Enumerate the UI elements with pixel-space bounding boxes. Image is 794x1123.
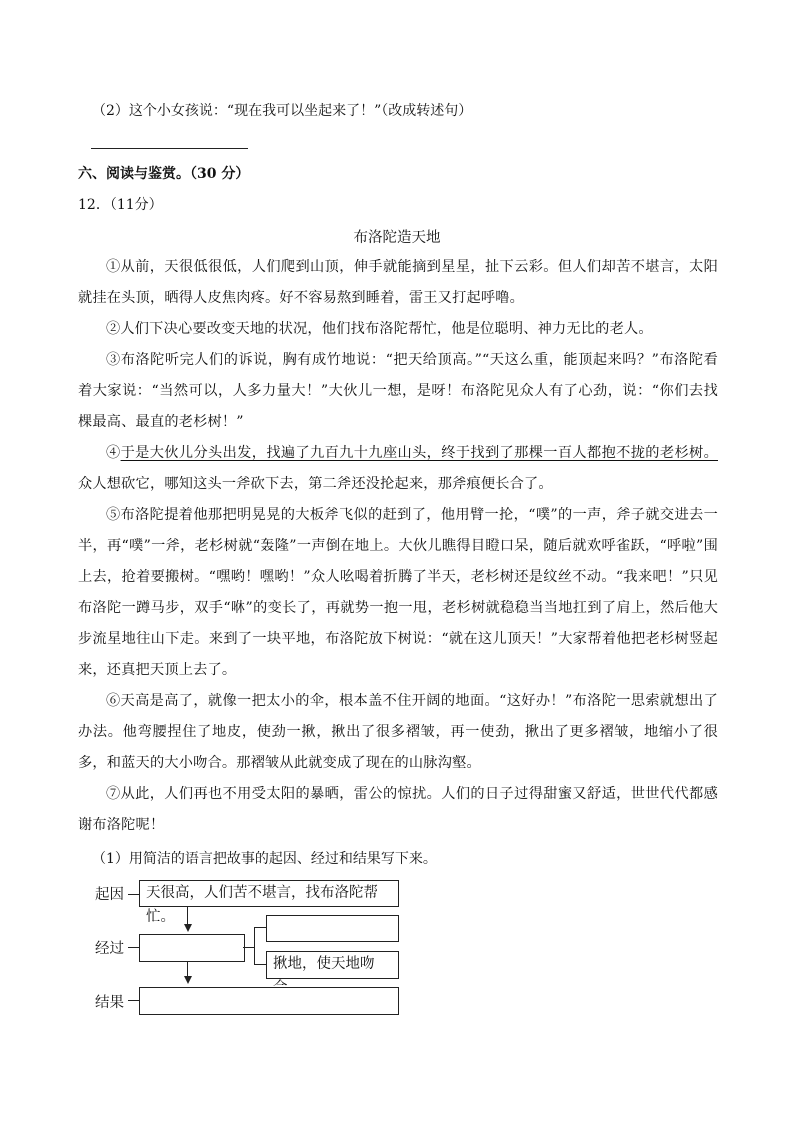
bracket-bottom (254, 964, 266, 965)
down-arrow-icon (184, 976, 192, 984)
section-title: 六、阅读与鉴赏。（30 分） (78, 166, 250, 182)
answer-blank-line[interactable] (91, 148, 248, 149)
paragraph-5: ⑤布洛陀提着他那把明晃晃的大板斧飞似的赶到了，他用臂一抡，“噗”的一声，斧子就交进去一半，再“噗”一斧，老杉树就“轰隆”一声倒在地上。大伙儿瞧得目瞪口呆，随后就欢呼雀跃，“呼啦”围上去，抢着要搬树。“嘿哟！嘿哟！”众人吆喝着折腾了半天，老杉树还是纹丝不动。“我来吧！”只见布洛陀一蹲马步，双手“咻”的变长了，再就势一抱一甩，老杉树就稳稳当当地扛到了肩上，然后他大步流星地往山下走。来到了一块平地，布洛陀放下树说：“就在这儿顶天！”大家帮着他把老杉树竖起来，还真把天顶上去了。 (78, 507, 718, 678)
paragraph-2: ②人们下决心要改变天地的状况，他们找布洛陀帮忙，他是位聪明、神力无比的老人。 (106, 321, 653, 337)
question-2-text: （2）这个小女孩说：“现在我可以坐起来了！”（改成转述句） (92, 103, 473, 119)
process-box-2 (266, 951, 399, 979)
bracket-top (254, 927, 266, 928)
story-title: 布洛陀造天地 (353, 230, 441, 246)
arrow-2-line (187, 961, 188, 976)
paragraph-4-rest: 众人想砍它，哪知这头一斧砍下去，第二斧还没抡起来，那斧痕便长合了。 (78, 476, 553, 492)
label-process: 经过 (95, 941, 124, 957)
cause-box (139, 880, 399, 925)
paragraph-3: ③布洛陀听完人们的诉说，胸有成竹地说：“把天给顶高。”“天这么重，能顶起来吗？”布洛陀看着大家说：“当然可以，人多力量大！”大伙儿一想，是呀！布洛陀见众人有了心劲，说：“你们去找棵最高、最直的老杉树！” (78, 352, 718, 430)
process-main-box[interactable] (139, 934, 245, 962)
paragraph-4 (78, 438, 718, 500)
result-box[interactable] (139, 987, 399, 1015)
label-cause: 起因 (95, 887, 124, 903)
paragraph-4-underlined: 于是大伙儿分头出发，找遍了九百九十九座山头，终于找到了那棵一百人都抱不拢的老杉树。 (120, 445, 718, 461)
label-result: 结果 (95, 995, 124, 1011)
result-connector (128, 1000, 139, 1001)
sub-question-1: （1）用简洁的语言把故事的起因、经过和结果写下来。 (92, 851, 437, 867)
cause-text: 天很高，人们苦不堪言，找布洛陀帮忙。 (146, 885, 378, 925)
paragraph-7: ⑦从此，人们再也不用受太阳的暴晒，雷公的惊扰。人们的日子过得甜蜜又舒适，世世代代都感谢布洛陀呢！ (78, 786, 718, 833)
paragraph-6: ⑥天高是高了，就像一把太小的伞，根本盖不住开阔的地面。“这好办！”布洛陀一思索就想出了办法。他弯腰捏住了地皮，使劲一揪，揪出了很多褶皱，再一使劲，揪出了更多褶皱，地缩小了很多，和蓝天的大小吻合。那褶皱从此就变成了现在的山脉沟壑。 (78, 693, 718, 771)
process-connector (128, 947, 139, 948)
bracket-stem (243, 947, 254, 948)
process-box-1[interactable] (266, 915, 399, 942)
paragraph-4-mark: ④ (106, 445, 121, 461)
process-box-2-text: 揪地，使天地吻 (273, 956, 375, 972)
arrow-1-line (187, 906, 188, 924)
down-arrow-icon (184, 924, 192, 932)
paragraph-1: ①从前，天很低很低，人们爬到山顶，伸手就能摘到星星，扯下云彩。但人们却苦不堪言，太阳就挂在头顶，晒得人皮焦肉疼。好不容易熬到睡着，雷王又打起呼噜。 (78, 259, 718, 306)
cause-connector (128, 894, 139, 895)
bracket-vertical (254, 927, 255, 965)
question-number: 12．（11分） (78, 197, 163, 213)
